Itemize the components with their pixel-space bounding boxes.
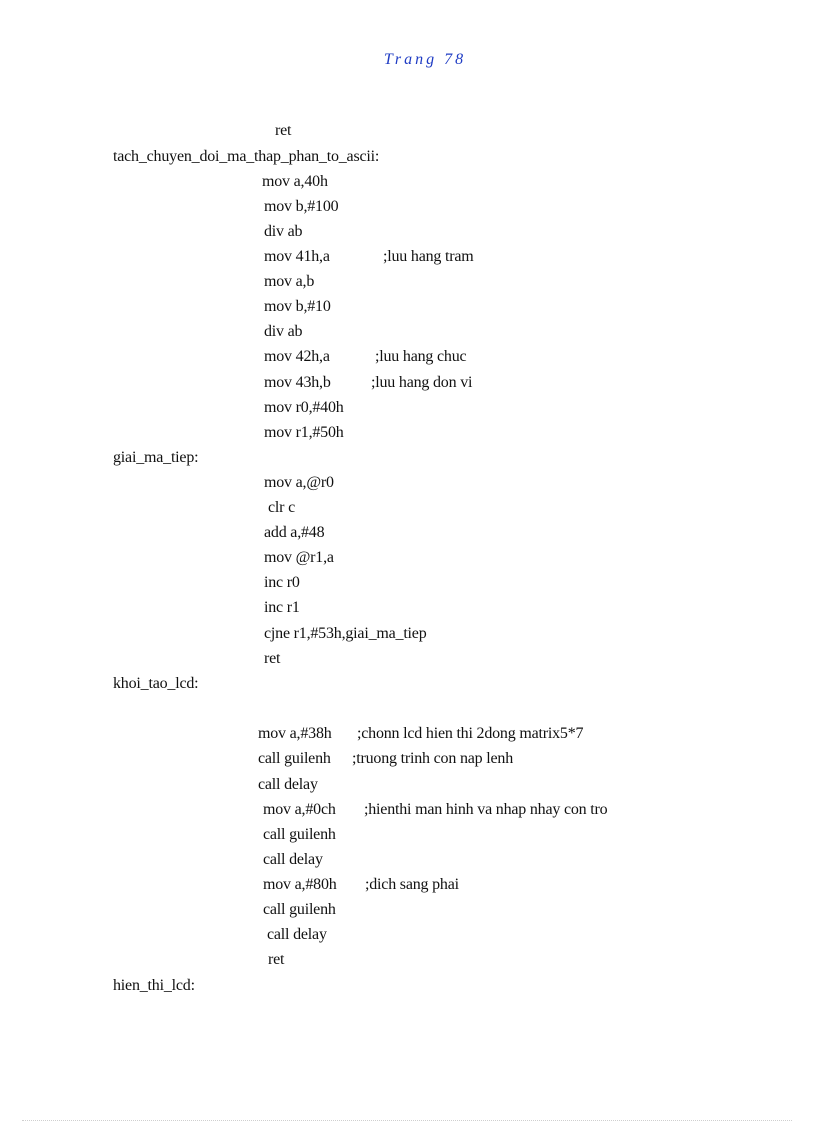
code-instruction: ret [275, 122, 292, 139]
page-header: Trang 78 [383, 51, 467, 68]
code-instruction: mov a,#0ch [263, 801, 336, 818]
code-label: giai_ma_tiep: [113, 449, 199, 466]
code-instruction: mov 43h,b [264, 374, 331, 391]
code-instruction: mov a,@r0 [264, 474, 334, 491]
code-instruction: div ab [264, 323, 303, 340]
code-instruction: cjne r1,#53h,giai_ma_tiep [264, 625, 427, 642]
code-label: hien_thi_lcd: [113, 977, 195, 994]
code-label: tach_chuyen_doi_ma_thap_phan_to_ascii: [113, 148, 380, 165]
code-instruction: mov a,#38h [258, 725, 332, 742]
code-instruction: call guilenh [263, 826, 336, 843]
code-instruction: mov a,#80h [263, 876, 337, 893]
code-comment: ;luu hang chuc [375, 348, 467, 365]
code-instruction: mov r1,#50h [264, 424, 344, 441]
code-instruction: ret [264, 650, 281, 667]
code-instruction: mov @r1,a [264, 549, 334, 566]
code-instruction: call guilenh [263, 901, 336, 918]
code-comment: ;luu hang don vi [371, 374, 473, 391]
code-instruction: mov b,#10 [264, 298, 331, 315]
code-instruction: call delay [258, 776, 318, 793]
footer-rule [22, 1120, 792, 1121]
code-instruction: call guilenh [258, 750, 331, 767]
code-instruction: call delay [267, 926, 327, 943]
code-instruction: inc r0 [264, 574, 300, 591]
code-instruction: mov b,#100 [264, 198, 339, 215]
code-instruction: mov 41h,a [264, 248, 330, 265]
code-comment: ;dich sang phai [365, 876, 459, 893]
code-instruction: call delay [263, 851, 323, 868]
code-instruction: mov 42h,a [264, 348, 330, 365]
code-instruction: inc r1 [264, 599, 300, 616]
code-label: khoi_tao_lcd: [113, 675, 199, 692]
code-instruction: clr c [268, 499, 295, 516]
code-instruction: mov r0,#40h [264, 399, 344, 416]
code-instruction: mov a,b [264, 273, 315, 290]
code-comment: ;hienthi man hinh va nhap nhay con tro [364, 801, 608, 818]
code-comment: ;truong trinh con nap lenh [352, 750, 513, 767]
code-instruction: mov a,40h [262, 173, 328, 190]
code-comment: ;luu hang tram [383, 248, 474, 265]
code-comment: ;chonn lcd hien thi 2dong matrix5*7 [357, 725, 584, 742]
code-instruction: add a,#48 [264, 524, 325, 541]
code-instruction: div ab [264, 223, 303, 240]
code-instruction: ret [268, 951, 285, 968]
